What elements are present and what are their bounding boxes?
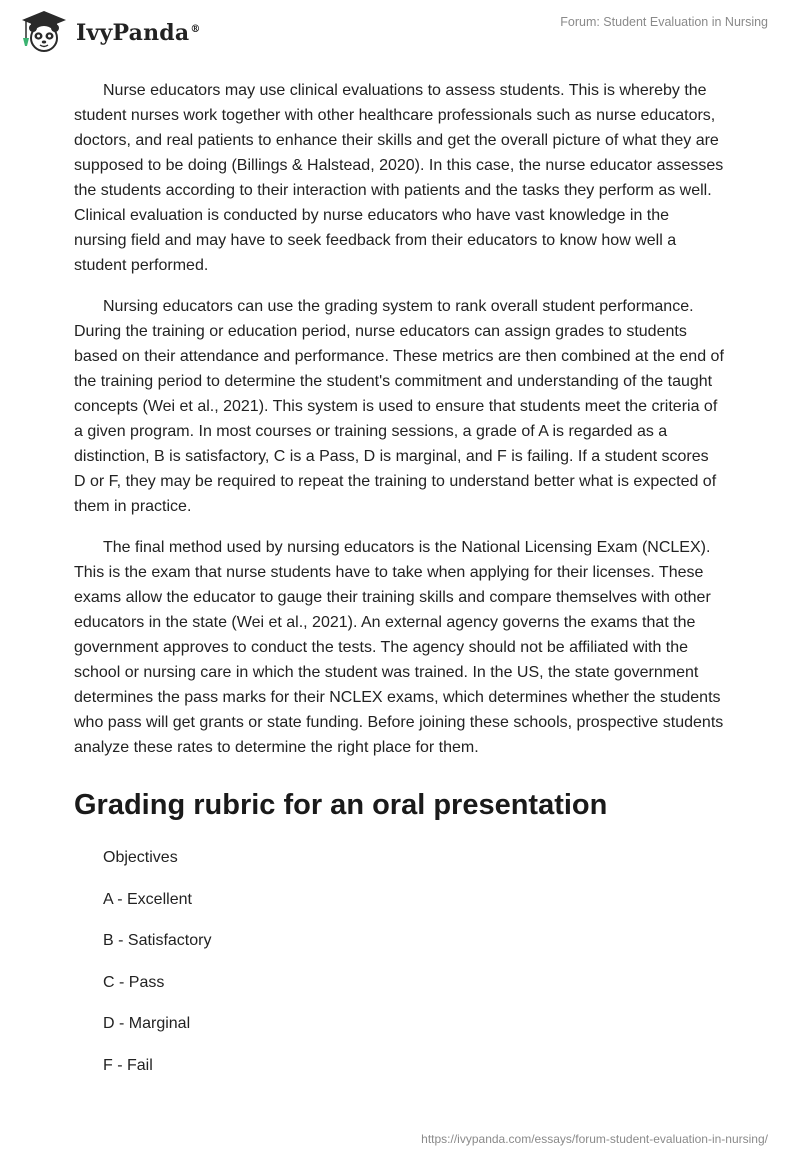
list-item: C - Pass — [103, 973, 165, 991]
source-url-link[interactable]: https://ivypanda.com/essays/forum-student-evaluation-in-nursing/ — [421, 1132, 768, 1146]
paragraph-grading-system: Nursing educators can use the grading system to rank overall student performance. During the training or education period, nurse educators can assign grades to students based on their attendance and performance. These metrics are then combined at the end of the training period to determine the student's commitment and understanding of the taught concepts (Wei et al., 2021). This system is used to ensure that students meet the criteria of a given program. In most courses or training sessions, a grade of A is regarded as a distinction, B is satisfactory, C is a Pass, D is marginal, and F is failing. If a student scores D or F, they may be required to repeat the training to understand better what is expected of them in practice. — [74, 298, 724, 515]
rubric-list — [103, 848, 724, 1076]
brand-name: IvyPanda® — [76, 20, 201, 46]
section-heading: Grading rubric for an oral presentation — [74, 789, 608, 821]
paragraph-nclex: The final method used by nursing educators is the National Licensing Exam (NCLEX). This is the exam that nurse students have to take when applying for their licenses. These exams allow the educator to gauge their training skills and compare themselves with other educators in the state (Wei et al., 2021). An external agency governs the exams that the government approves to conduct the tests. The agency should not be affiliated with the school or nursing care in which the student was trained. In the US, the state government determines the pass marks for their NCLEX exams, which determines whether the students who pass will get grants or state funding. Before joining these schools, prospective students analyze these rates to determine the right place for them. — [74, 539, 724, 756]
page-header — [0, 0, 800, 64]
list-item: B - Satisfactory — [103, 932, 212, 949]
brand-logo[interactable] — [14, 8, 201, 54]
paragraph-clinical-evaluation: Nurse educators may use clinical evaluations to assess students. This is whereby the student nurses work together with other healthcare professionals such as nurse educators, doctors, and real patients to enhance their skills and get the overall picture of what they are supposed to be doing (Billings & Halstead, 2020). In this case, the nurse educator assesses the students according to their interaction with patients and the tasks they perform as well. Clinical evaluation is conducted by nurse educators who have vast knowledge in the nursing field and may have to seek feedback from their educators to know how well a student performed. — [74, 82, 724, 274]
list-item: Objectives — [103, 849, 178, 866]
registered-mark: ® — [190, 23, 201, 35]
forum-title: Forum: Student Evaluation in Nursing — [560, 15, 768, 29]
list-item: D - Marginal — [103, 1015, 191, 1032]
list-item: F - Fail — [103, 1056, 153, 1074]
panda-graduate-icon — [14, 8, 70, 54]
article-body — [74, 78, 724, 1097]
list-item: A - Excellent — [103, 890, 192, 908]
